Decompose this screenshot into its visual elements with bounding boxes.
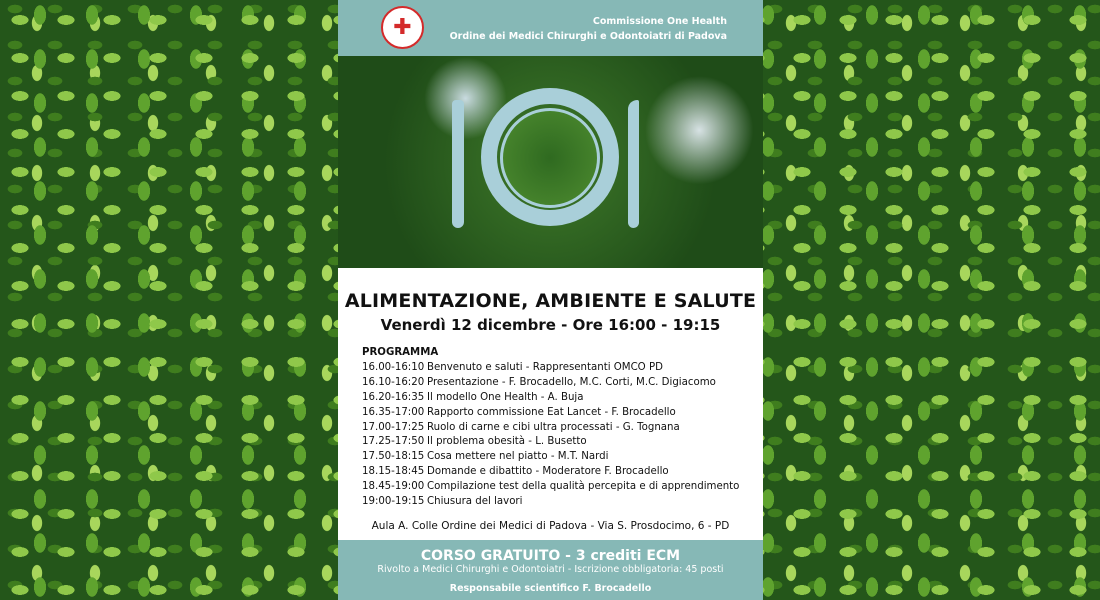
program-text: Cosa mettere nel piatto - M.T. Nardi — [427, 451, 609, 463]
flyer-header — [338, 0, 763, 56]
program-time: 17.00-17:25 — [362, 421, 425, 433]
program-time: 16.00-16:10 — [362, 361, 425, 373]
program-item — [362, 376, 763, 391]
program-item — [362, 361, 763, 376]
venue: Aula A. Colle Ordine dei Medici di Padova - Via S. Prosdocimo, 6 - PD — [371, 519, 730, 532]
program-time: 16.10-16:20 — [362, 376, 425, 388]
program-text: Il modello One Health - A. Buja — [427, 391, 584, 403]
program-text: Compilazione test della qualità percepita e di apprendimento — [427, 481, 740, 493]
program-text: Chiusura del lavori — [427, 496, 523, 508]
event-flyer — [338, 0, 763, 600]
program-heading: PROGRAMMA — [362, 347, 439, 358]
program-item — [362, 391, 763, 406]
program-item — [362, 450, 763, 465]
event-title: ALIMENTAZIONE, AMBIENTE E SALUTE — [344, 290, 757, 312]
header-order: Ordine dei Medici Chirurghi e Odontoiatri di Padova — [449, 31, 727, 42]
omceo-logo-icon: ✚ — [381, 6, 424, 49]
plate-forest-image — [338, 56, 763, 268]
program-text: Ruolo di carne e cibi ultra processati - G. Tognana — [427, 421, 680, 433]
program-text: Il problema obesità - L. Busetto — [427, 436, 587, 448]
program-item — [362, 406, 763, 421]
program — [362, 346, 763, 510]
program-item — [362, 421, 763, 436]
program-time: 19:00-19:15 — [362, 496, 425, 508]
flyer-footer — [338, 540, 763, 600]
scientific-responsible: Responsabile scientifico F. Brocadello — [449, 583, 652, 594]
audience-info: Rivolto a Medici Chirurghi e Odontoiatri - Iscrizione obbligatoria: 45 posti — [377, 564, 724, 575]
program-time: 17.25-17:50 — [362, 436, 425, 448]
fork-icon — [452, 100, 464, 228]
program-text: Benvenuto e saluti - Rappresentanti OMCO PD — [427, 361, 663, 373]
program-text: Domande e dibattito - Moderatore F. Brocadello — [427, 466, 669, 478]
program-text: Rapporto commissione Eat Lancet - F. Brocadello — [427, 406, 676, 418]
program-time: 16.20-16:35 — [362, 391, 425, 403]
program-text: Presentazione - F. Brocadello, M.C. Corti, M.C. Digiacomo — [427, 376, 716, 388]
header-commission: Commissione One Health — [592, 16, 727, 27]
program-item — [362, 435, 763, 450]
course-info: CORSO GRATUITO - 3 crediti ECM — [420, 548, 681, 564]
event-date: Venerdì 12 dicembre - Ore 16:00 - 19:15 — [380, 316, 721, 334]
program-time: 17.50-18:15 — [362, 451, 425, 463]
program-time: 16.35-17:00 — [362, 406, 425, 418]
plate-center — [500, 108, 600, 208]
program-item — [362, 495, 763, 510]
program-time: 18.45-19:00 — [362, 481, 425, 493]
program-time: 18.15-18:45 — [362, 466, 425, 478]
knife-icon — [628, 100, 639, 228]
program-item — [362, 465, 763, 480]
program-item — [362, 480, 763, 495]
